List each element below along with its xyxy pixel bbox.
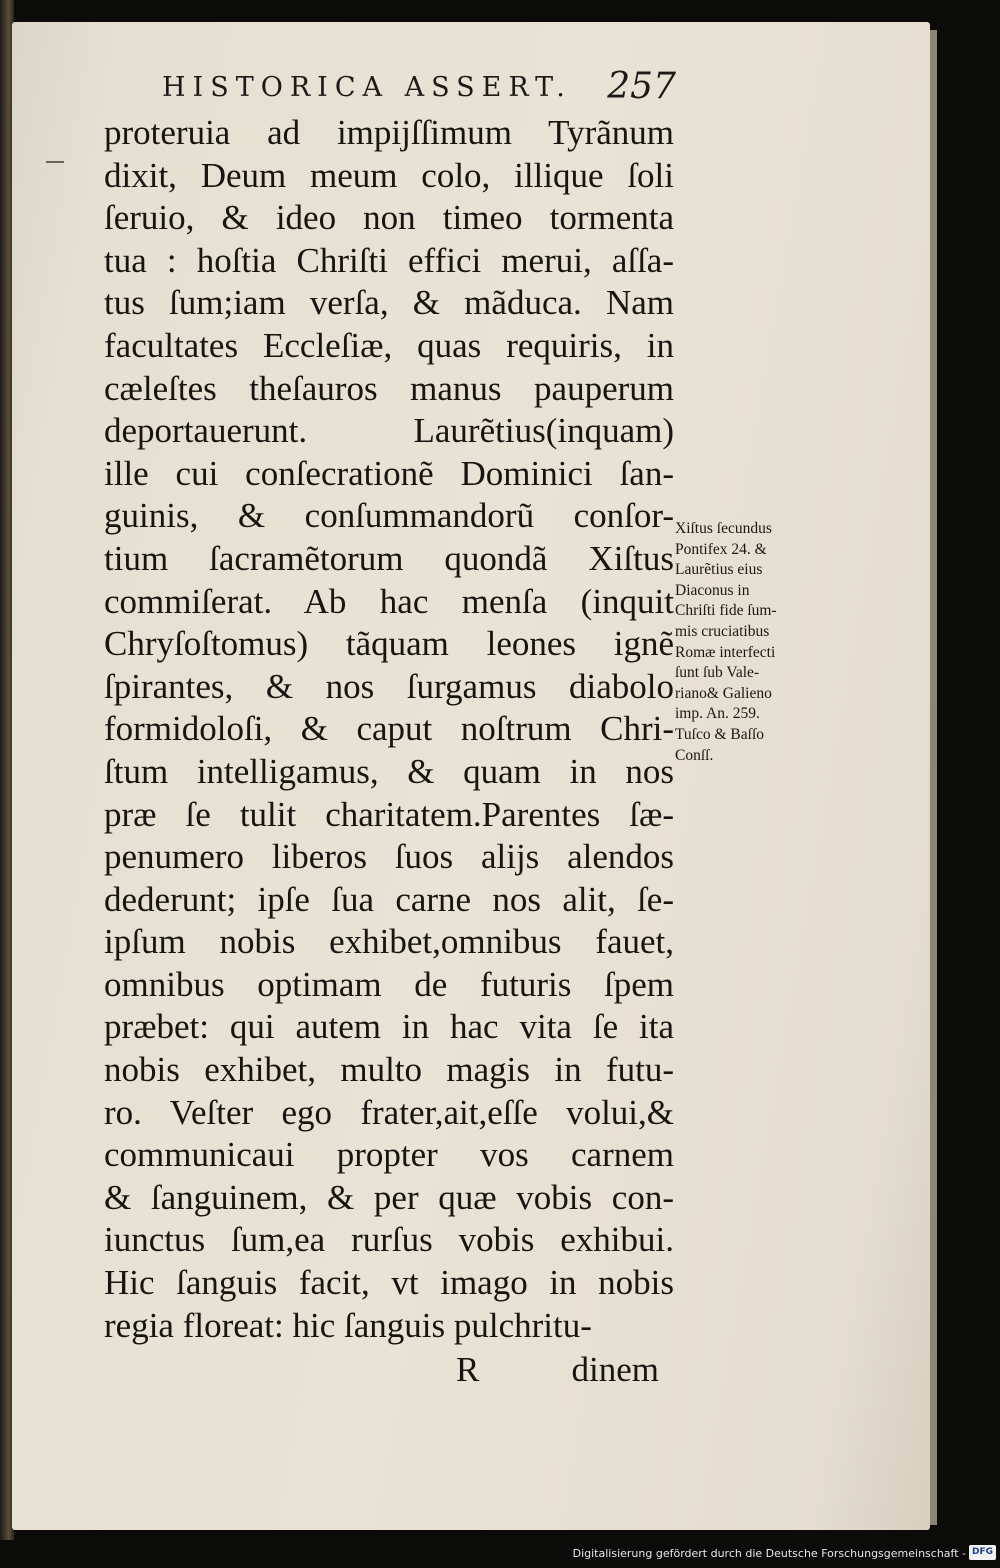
- margin-note-line: riano& Galieno: [675, 684, 772, 702]
- page-header: [162, 66, 682, 112]
- text-line: Chryſoſtomus) tãquam leones ignẽ: [104, 624, 674, 664]
- margin-note-line: ſunt ſub Vale-: [675, 664, 760, 682]
- margin-note-line: Tuſco & Baſſo: [675, 725, 764, 743]
- text-line: tium ſacramẽtorum quondã Xiſtus: [104, 538, 674, 578]
- text-line: iunctus ſum,ea rurſus vobis exhibui.: [104, 1220, 674, 1260]
- text-line: præ ſe tulit charitatem.Parentes ſæ-: [104, 794, 674, 834]
- text-line: ille cui conſecrationẽ Dominici ſan-: [104, 453, 674, 493]
- signature-mark: R: [456, 1350, 480, 1389]
- text-line: ro. Veſter ego frater,ait,eſſe volui,&: [104, 1092, 674, 1132]
- text-line: dixit, Deum meum colo, illique ſoli: [104, 155, 674, 195]
- text-line: ſtum intelligamus, & quam in nos: [104, 751, 674, 791]
- margin-note-line: Pontifex 24. &: [675, 540, 767, 558]
- margin-note-line: Laurẽtius eius: [675, 561, 763, 579]
- text-line: Hic ſanguis facit, vt imago in nobis: [104, 1263, 674, 1303]
- text-line: tua : hoſtia Chriſti effici merui, aſſa-: [104, 240, 674, 280]
- margin-note-line: Chriſti fide ſum-: [675, 602, 777, 620]
- text-line: guinis, & conſummandorũ conſor-: [104, 496, 674, 536]
- margin-note-line: Diaconus in: [675, 581, 750, 599]
- text-line: communicaui propter vos carnem: [104, 1135, 674, 1175]
- margin-note-line: Romæ interfecti: [675, 643, 776, 661]
- dfg-logo-icon: DFG: [969, 1545, 996, 1560]
- text-line: penumero liberos ſuos alijs alendos: [104, 837, 674, 877]
- text-line: & ſanguinem, & per quæ vobis con-: [104, 1177, 674, 1217]
- footer-bar: [0, 1544, 1000, 1564]
- text-line: ſpirantes, & nos ſurgamus diabolo: [104, 666, 674, 706]
- text-line: formidoloſi, & caput noſtrum Chri-: [104, 709, 674, 749]
- catchline: [104, 1350, 659, 1394]
- margin-note-line: Conſſ.: [675, 746, 714, 764]
- margin-note-line: mis cruciatibus: [675, 622, 770, 640]
- text-line: præbet: qui autem in hac vita ſe ita: [104, 1007, 674, 1047]
- text-line: facultates Eccleſiæ, quas requiris, in: [104, 325, 674, 365]
- text-line: nobis exhibet, multo magis in futu-: [104, 1050, 674, 1090]
- text-line: cæleſtes theſauros manus pauperum: [104, 368, 674, 408]
- text-line: ipſum nobis exhibet,omnibus fauet,: [104, 922, 674, 962]
- page-number: 257: [607, 66, 676, 107]
- text-line: commiſerat. Ab hac menſa (inquit: [104, 581, 674, 621]
- margin-note-line: Xiſtus ſecundus: [675, 520, 772, 537]
- catchword: dinem: [571, 1350, 659, 1389]
- text-line: omnibus optimam de futuris ſpem: [104, 964, 674, 1004]
- margin-mark: [46, 161, 64, 163]
- margin-note-line: imp. An. 259.: [675, 705, 760, 723]
- text-line: deportauerunt. Laurẽtius(inquam): [104, 411, 674, 451]
- funding-credit: Digitalisierung gefördert durch die Deutsche Forschungsgemeinschaft -: [572, 1547, 966, 1560]
- text-line: ſeruio, & ideo non timeo tormenta: [104, 198, 674, 238]
- main-text-block: [104, 112, 674, 1347]
- text-line: regia floreat: hic ſanguis pulchritu-: [104, 1305, 592, 1345]
- text-line: dederunt; ipſe ſua carne nos alit, ſe-: [104, 879, 674, 919]
- text-line: tus ſum;iam verſa, & mãduca. Nam: [104, 283, 674, 323]
- running-title: HISTORICA ASSERT.: [162, 72, 572, 103]
- text-line: proteruia ad impijſſimum Tyrãnum: [104, 113, 674, 152]
- marginal-note: [675, 519, 820, 766]
